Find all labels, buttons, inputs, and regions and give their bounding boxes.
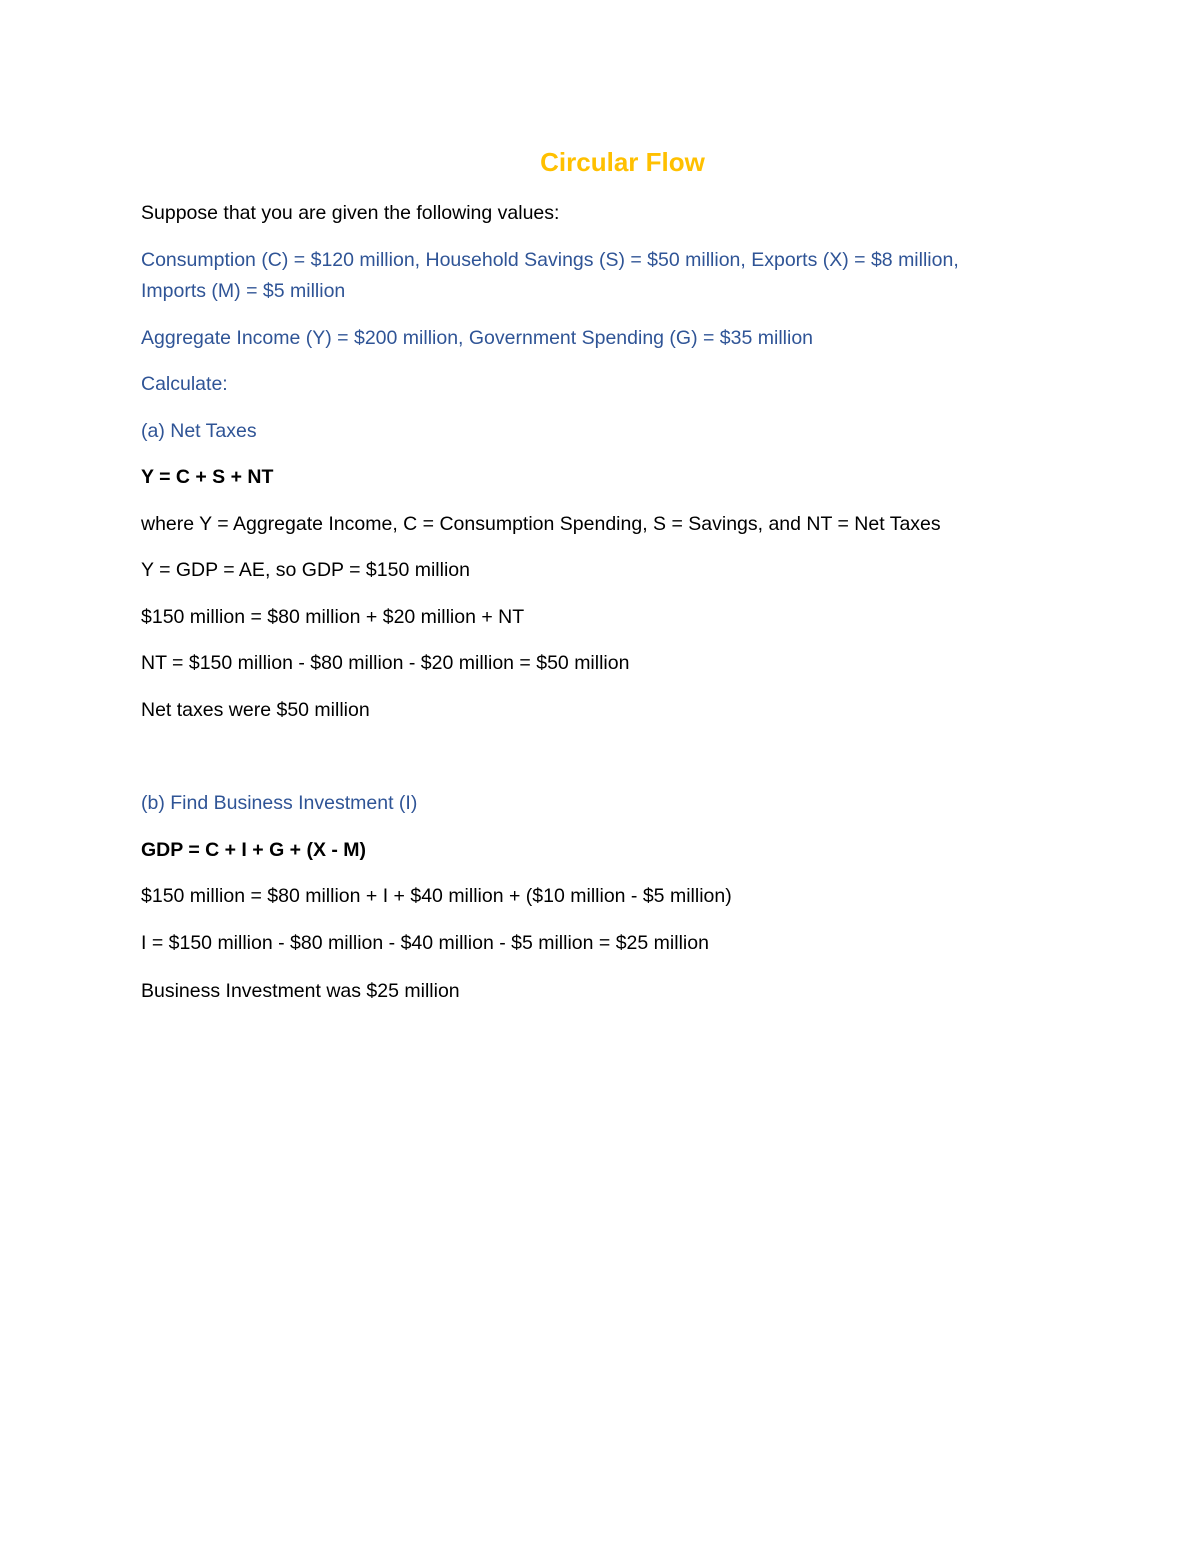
part-a-conclusion: Net taxes were $50 million [141, 699, 370, 721]
calculate-label: Calculate: [141, 373, 228, 395]
given-values-line-2: Imports (M) = $5 million [141, 280, 346, 302]
part-b-formula: GDP = C + I + G + (X - M) [141, 839, 367, 861]
part-b-conclusion: Business Investment was $25 million [141, 980, 460, 1002]
intro-text: Suppose that you are given the following values: [141, 202, 560, 224]
part-a-step-1: Y = GDP = AE, so GDP = $150 million [141, 559, 470, 581]
given-values-line-1: Consumption (C) = $120 million, Household Savings (S) = $50 million, Exports (X) = $8 million, [141, 249, 959, 271]
part-a-step-3: NT = $150 million - $80 million - $20 million = $50 million [141, 652, 630, 674]
part-a-heading: (a) Net Taxes [141, 420, 257, 442]
part-b-step-1: $150 million = $80 million + I + $40 million + ($10 million - $5 million) [141, 885, 732, 907]
part-b-heading: (b) Find Business Investment (I) [141, 792, 418, 814]
part-a-definition: where Y = Aggregate Income, C = Consumption Spending, S = Savings, and NT = Net Taxes [141, 513, 941, 535]
part-a-formula: Y = C + S + NT [141, 466, 274, 488]
given-values-line-3: Aggregate Income (Y) = $200 million, Government Spending (G) = $35 million [141, 327, 814, 349]
page-title: Circular Flow [540, 147, 705, 177]
part-a-step-2: $150 million = $80 million + $20 million + NT [141, 606, 525, 628]
part-b-step-2: I = $150 million - $80 million - $40 million - $5 million = $25 million [141, 932, 709, 954]
